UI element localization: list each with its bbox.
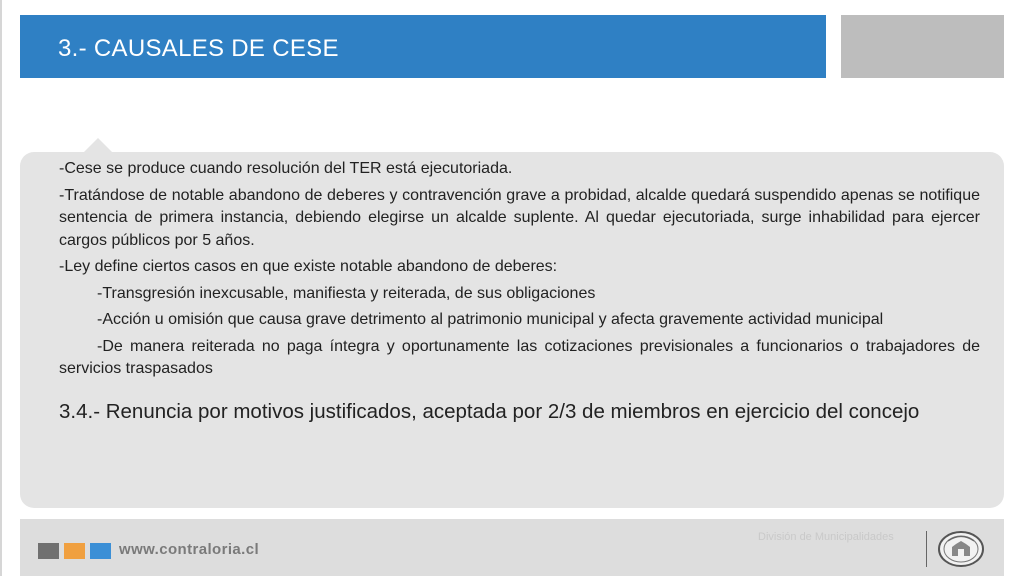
footer xyxy=(20,519,1004,576)
division-label: División de Municipalidades xyxy=(758,531,894,543)
contraloria-seal-icon xyxy=(936,530,986,568)
body-text xyxy=(59,158,980,429)
site-url-link[interactable]: www.contraloria.cl xyxy=(119,541,260,558)
footer-square-blue xyxy=(90,543,111,559)
footer-square-orange xyxy=(64,543,85,559)
page-title: 3.- CAUSALES DE CESE xyxy=(58,35,339,62)
left-border-rule xyxy=(0,0,2,576)
footer-square-gray xyxy=(38,543,59,559)
title-bar xyxy=(20,15,826,78)
list-item-accion: -Acción u omisión que causa grave detrimento al patrimonio municipal y afecta gravemente actividad municipal xyxy=(97,311,884,328)
footer-divider xyxy=(926,531,927,567)
paragraph-cese: -Cese se produce cuando resolución del TER está ejecutoriada. xyxy=(59,160,513,177)
header-decor-block xyxy=(841,15,1004,78)
list-item-transgresion: -Transgresión inexcusable, manifiesta y reiterada, de sus obligaciones xyxy=(97,284,596,302)
section-renuncia: 3.4.- Renuncia por motivos justificados, aceptada por 2/3 de miembros en ejercicio del concejo xyxy=(59,399,920,423)
paragraph-ley-define: -Ley define ciertos casos en que existe notable abandono de deberes: xyxy=(59,258,558,275)
list-item-cotizaciones: -De manera reiterada no paga íntegra y oportunamente las cotizaciones previsionales a funcionarios o trabajadores de servicios traspasados xyxy=(59,337,980,377)
paragraph-abandono: -Tratándose de notable abandono de deberes y contravención grave a probidad, alcalde quedará suspendido apenas se notifique sentencia de primera instancia, debiendo elegirse un alcalde suplente. Al quedar ejecutoriada, surge inhabilidad para ejercer cargos públicos por 5 años. xyxy=(59,186,980,249)
